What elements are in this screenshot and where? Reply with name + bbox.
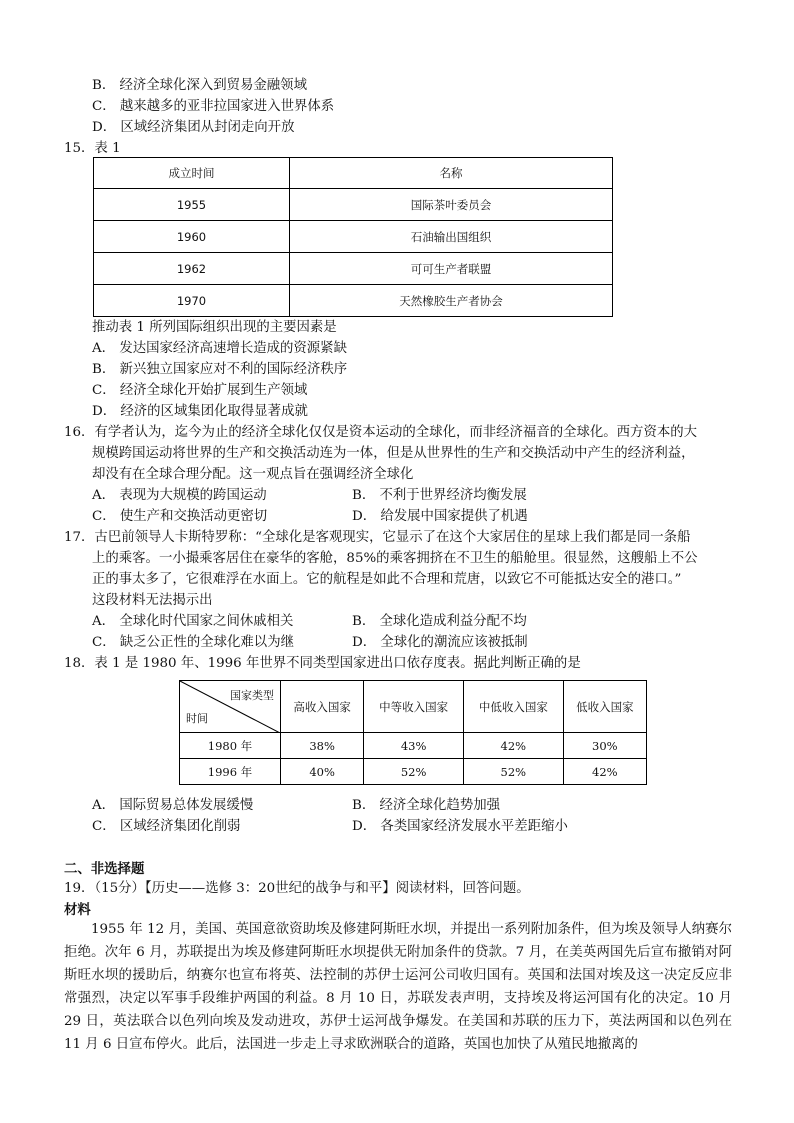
table-header-cell: 中低收入国家 xyxy=(463,681,563,733)
option-c: C． 越来越多的亚非拉国家进入世界体系 xyxy=(92,99,335,114)
q16-option-a: A． 表现为大规模的跨国运动 xyxy=(92,488,267,503)
q17-option-b: B． 全球化造成利益分配不均 xyxy=(352,614,527,629)
table-header-row xyxy=(94,158,613,189)
table-row xyxy=(180,759,647,785)
table-row xyxy=(94,285,613,317)
table-header-cell: 名称 xyxy=(290,158,613,189)
table-row xyxy=(180,733,647,759)
q15-question: 推动表 1 所列国际组织出现的主要因素是 xyxy=(92,320,337,335)
table-cell: 石油输出国组织 xyxy=(290,221,613,253)
table-cell: 1980 年 xyxy=(180,733,281,759)
q15-option-c: C． 经济全球化开始扩展到生产领域 xyxy=(92,383,308,398)
table-header-cell: 中等收入国家 xyxy=(364,681,464,733)
q15-option-b: B． 新兴独立国家应对不利的国际经济秩序 xyxy=(92,362,348,377)
q16-option-b: B． 不利于世界经济均衡发展 xyxy=(352,488,527,503)
table-cell: 30% xyxy=(563,733,646,759)
table-cell: 40% xyxy=(281,759,364,785)
table-cell: 可可生产者联盟 xyxy=(290,253,613,285)
table-row xyxy=(94,221,613,253)
table-cell: 国际茶叶委员会 xyxy=(290,189,613,221)
q16-line-3: 却没有在全球合理分配。这一观点旨在强调经济全球化 xyxy=(92,467,414,482)
table-row xyxy=(94,253,613,285)
table-cell: 38% xyxy=(281,733,364,759)
q18-option-d: D． 各类国家经济发展水平差距缩小 xyxy=(352,819,568,834)
q16-line-2: 规模跨国运动将世界的生产和交换活动连为一体，但是从世界性的生产和交换活动中产生的经济利益， xyxy=(92,446,695,461)
table-header-row xyxy=(180,681,647,733)
section-title: 二、非选择题 xyxy=(64,861,145,877)
table-header-cell: 成立时间 xyxy=(94,158,290,189)
q15-stem: 15．表 1 xyxy=(64,141,121,156)
table-cell: 1962 xyxy=(94,253,290,285)
q18-table xyxy=(179,680,647,785)
q17-option-a: A． 全球化时代国家之间休戚相关 xyxy=(92,614,294,629)
table-cell: 42% xyxy=(563,759,646,785)
table-cell: 1955 xyxy=(94,189,290,221)
table-cell: 1996 年 xyxy=(180,759,281,785)
table-cell: 43% xyxy=(364,733,464,759)
q18-stem: 18．表 1 是 1980 年、1996 年世界不同类型国家进出口依存度表。据此判断正确的是 xyxy=(64,656,581,671)
table-cell: 1960 xyxy=(94,221,290,253)
option-d: D． 区域经济集团从封闭走向开放 xyxy=(92,120,295,135)
table-cell: 1970 xyxy=(94,285,290,317)
q18-option-c: C． 区域经济集团化削弱 xyxy=(92,819,241,834)
q17-option-c: C． 缺乏公正性的全球化难以为继 xyxy=(92,635,294,650)
table-cell: 52% xyxy=(364,759,464,785)
table-cell: 52% xyxy=(463,759,563,785)
table-corner-cell xyxy=(180,681,281,733)
table-cell: 42% xyxy=(463,733,563,759)
q18-option-b: B． 经济全球化趋势加强 xyxy=(352,798,501,813)
table-cell: 天然橡胶生产者协会 xyxy=(290,285,613,317)
q17-line-1: 17．古巴前领导人卡斯特罗称：“全球化是客观现实，它显示了在这个大家居住的星球上我们都是同一条船 xyxy=(64,530,691,545)
q18-option-a: A． 国际贸易总体发展缓慢 xyxy=(92,798,254,813)
q16-option-d: D． 给发展中国家提供了机遇 xyxy=(352,509,528,524)
q17-line-4: 这段材料无法揭示出 xyxy=(92,593,213,608)
table-row xyxy=(94,189,613,221)
q16-line-1: 16．有学者认为，迄今为止的经济全球化仅仅是资本运动的全球化，而非经济福音的全球化。西方资本的大 xyxy=(64,425,698,440)
corner-top-label: 国家类型 xyxy=(230,689,274,702)
corner-bottom-label: 时间 xyxy=(186,712,208,725)
q16-option-c: C． 使生产和交换活动更密切 xyxy=(92,509,268,524)
q17-line-2: 上的乘客。一小撮乘客居住在豪华的客舱，85%的乘客拥挤在不卫生的船舱里。很显然，这艘船上不公 xyxy=(92,551,698,566)
material-paragraph: 1955 年 12 月，美国、英国意欲资助埃及修建阿斯旺水坝，并提出一系列附加条件，但为埃及领导人纳赛尔拒绝。次年 6 月，苏联提出为埃及修建阿斯旺水坝提供无附加条件的贷款。7 月，在美英两国先后宣布撤销对阿斯旺水坝的援助后，纳赛尔也宣布将英、法控制的苏伊士运河公司收归国有。英国和法国对埃及这一决定反应非常强烈，决定以军事手段维护两国的利益。8 月 10 日，苏联发表声明，支持埃及将运河国有化的决定。10 月 29 日，英法联合以色列向埃及发动进攻，苏伊士运河战争爆发。在美国和苏联的压力下，英法两国和以色列在 11 月 6 日宣布停火。此后，法国进一步走上寻求欧洲联合的道路，英国也加快了从殖民地撤离的 xyxy=(64,922,732,1052)
q15-option-a: A． 发达国家经济高速增长造成的资源紧缺 xyxy=(92,341,347,356)
table-header-cell: 高收入国家 xyxy=(281,681,364,733)
table-header-cell: 低收入国家 xyxy=(563,681,646,733)
material-label: 材料 xyxy=(64,902,91,918)
q17-line-3: 正的事太多了，它很难浮在水面上。它的航程是如此不合理和荒唐，以致它不可能抵达安全的港口。” xyxy=(92,572,682,587)
q19-stem: 19．（15分）【历史——选修 3：20世纪的战争与和平】阅读材料，回答问题。 xyxy=(64,881,530,896)
q15-table xyxy=(93,157,613,317)
option-b: B． 经济全球化深入到贸易金融领域 xyxy=(92,78,307,93)
q17-option-d: D． 全球化的潮流应该被抵制 xyxy=(352,635,528,650)
q15-option-d: D． 经济的区域集团化取得显著成就 xyxy=(92,404,308,419)
